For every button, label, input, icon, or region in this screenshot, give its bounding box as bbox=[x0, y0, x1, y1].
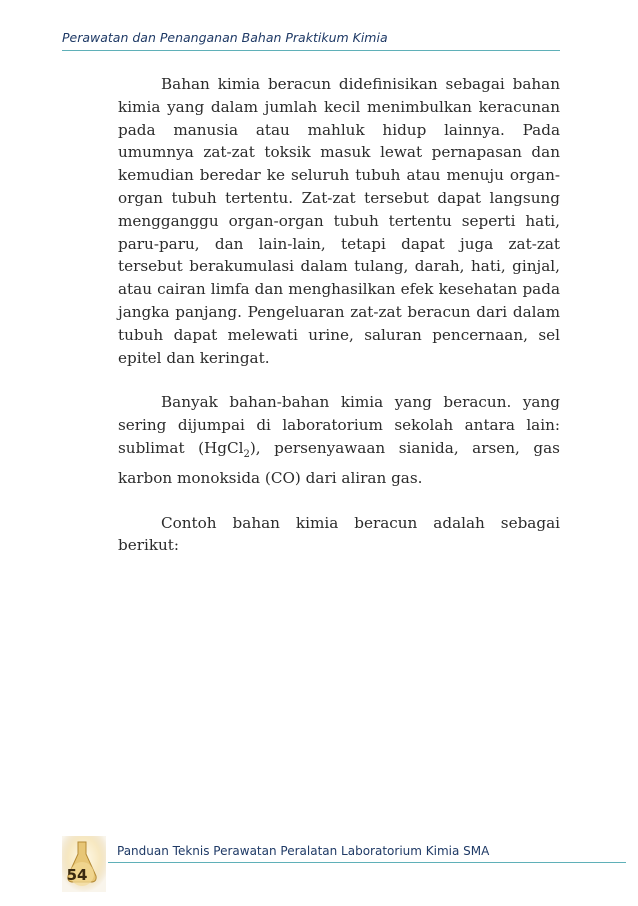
running-header: Perawatan dan Penanganan Bahan Praktikum Kimia bbox=[62, 30, 388, 45]
paragraph-2-text-start: Banyak bahan-bahan kimia yang beracun. yang sering dijumpai di laboratorium sekolah antara lain: sublimat (HgCl bbox=[118, 393, 560, 457]
running-footer: Panduan Teknis Perawatan Peralatan Laboratorium Kimia SMA bbox=[117, 844, 490, 858]
paragraph-toxic-definition: Bahan kimia beracun didefinisikan sebagai bahan kimia yang dalam jumlah kecil menimbulkan keracunan pada manusia atau mahluk hidup lainnya. Pada umumnya zat-zat toksik masuk lewat pernapasan dan kemudian beredar ke seluruh tubuh atau menuju organ-organ tubuh tertentu. Zat-zat tersebut dapat langsung mengganggu organ-organ tubuh tertentu seperti hati, paru-paru, dan lain-lain, tetapi dapat juga zat-zat tersebut berakumulasi dalam tulang, darah, hati, ginjal, atau cairan limfa dan menghasilkan efek kesehatan pada jangka panjang. Pengeluaran zat-zat beracun dari dalam tubuh dapat melewati urine, saluran pencernaan, sel epitel dan keringat. bbox=[118, 75, 560, 367]
paragraph-examples-intro: Contoh bahan kimia beracun adalah sebagai berikut: bbox=[118, 513, 560, 555]
subscript-2: 2 bbox=[243, 448, 250, 460]
footer-divider bbox=[108, 862, 626, 863]
page-body bbox=[118, 73, 560, 579]
paragraph-2-text-end: ), persenyawaan sianida, arsen, gas karbon monoksida (CO) dari aliran gas. bbox=[118, 438, 560, 487]
paragraph-common-toxic-chemicals bbox=[118, 391, 560, 489]
page-number: 54 bbox=[66, 866, 88, 884]
header-divider bbox=[62, 50, 560, 51]
